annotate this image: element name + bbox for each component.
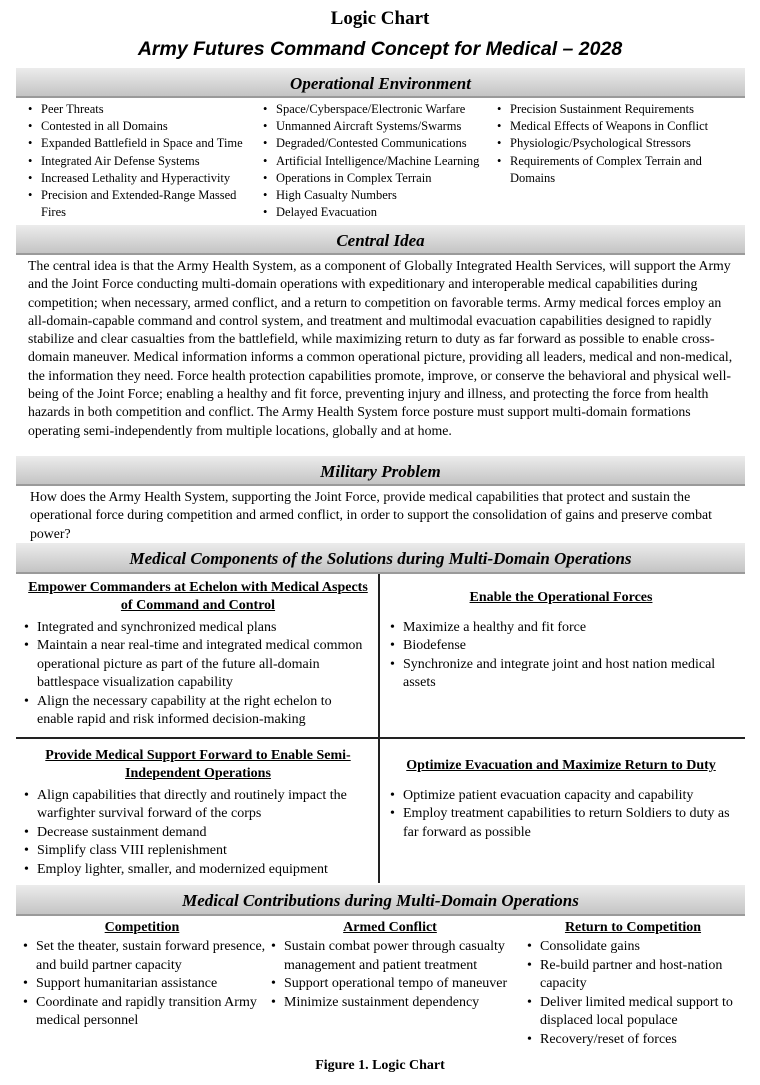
list-item: • Support humanitarian assistance bbox=[23, 975, 267, 994]
operational-environment-header: Operational Environment bbox=[16, 68, 745, 98]
list-item: • Minimize sustainment dependency bbox=[271, 994, 511, 1013]
list-item: • High Casualty Numbers bbox=[263, 187, 499, 204]
central-idea-header: Central Idea bbox=[16, 225, 745, 255]
quadrant-title-operational-forces: Enable the Operational Forces bbox=[469, 590, 653, 605]
list-item: • Support operational tempo of maneuver bbox=[271, 975, 511, 994]
list-item: • Medical Effects of Weapons in Conflict bbox=[497, 118, 741, 135]
list-item: • Recovery/reset of forces bbox=[527, 1031, 747, 1050]
list-item: • Physiologic/Psychological Stressors bbox=[497, 135, 741, 152]
list-item: • Contested in all Domains bbox=[28, 118, 260, 135]
quadrant-title-evacuation: Optimize Evacuation and Maximize Return to Duty bbox=[406, 758, 716, 773]
list-item: • Align capabilities that directly and routinely impact the warfighter survival forward of the corps bbox=[24, 787, 374, 824]
list-item: • Integrated Air Defense Systems bbox=[28, 153, 260, 170]
column-list-competition bbox=[23, 938, 267, 1031]
list-item: • Artificial Intelligence/Machine Learning bbox=[263, 153, 499, 170]
list-item: • Maximize a healthy and fit force bbox=[390, 619, 734, 637]
quadrant-list-command-control bbox=[24, 619, 370, 729]
military-problem-text: How does the Army Health System, supporting the Joint Force, provide medical capabilities that protect and sustain the operational force during competition and armed conflict, in order to support the consolidation of gains and preserve combat power? bbox=[30, 489, 712, 541]
quadrant-list-operational-forces bbox=[390, 619, 734, 693]
list-item: • Operations in Complex Terrain bbox=[263, 170, 499, 187]
quadrant-divider-vertical bbox=[378, 574, 380, 883]
page-subtitle: Army Futures Command Concept for Medical – 2028 bbox=[137, 38, 623, 60]
list-item: • Sustain combat power through casualty management and patient treatment bbox=[271, 938, 511, 975]
environment-column-3 bbox=[497, 101, 741, 187]
quadrant-list-evacuation bbox=[390, 787, 734, 842]
medical-components-header: Medical Components of the Solutions during Multi-Domain Operations bbox=[16, 543, 745, 574]
central-idea-text: The central idea is that the Army Health System, as a component of Globally Integrated Health Services, will support the Army and the Joint Force conducting multi-domain operations with expeditionary and interoperable medical capabilities during competition; when necessary, armed conflict, and a return to competition on favorable terms. Army medical forces employ an all-domain-capable command and control system, and treatment and multimodal evacuation capabilities designed to rapidly stabilize and clear casualties from the battlefield, while maximizing return to duty as far forward as possible to enable cross-domain maneuver. Medical information informs a common operational picture, providing all leaders, medical and non-medical, the information they need. Force health protection capabilities promote, improve, or conserve the behavioral and physical well-being of the Joint Force; enabling a healthy and fit force, preventing injury and illness, and protecting the force from health hazards in both competition and conflict. The Army Health System force posture must support multi-domain formations operating semi-independently from multiple locations, globally and at home. bbox=[28, 258, 733, 438]
list-item: • Degraded/Contested Communications bbox=[263, 135, 499, 152]
list-item: • Expanded Battlefield in Space and Time bbox=[28, 135, 260, 152]
list-item: • Increased Lethality and Hyperactivity bbox=[28, 170, 260, 187]
column-list-armed-conflict bbox=[271, 938, 511, 1012]
quadrant-list-medical-support-forward bbox=[24, 787, 374, 879]
list-item: • Precision and Extended-Range Massed Fires bbox=[28, 187, 260, 221]
list-item: • Optimize patient evacuation capacity and capability bbox=[390, 787, 734, 805]
list-item: • Biodefense bbox=[390, 637, 734, 655]
list-item: • Re-build partner and host-nation capacity bbox=[527, 957, 747, 994]
column-title-armed-conflict: Armed Conflict bbox=[343, 920, 437, 935]
list-item: • Set the theater, sustain forward presence, and build partner capacity bbox=[23, 938, 267, 975]
environment-column-2 bbox=[263, 101, 499, 221]
quadrant-title-medical-support-forward: Provide Medical Support Forward to Enable Semi-Independent Operations bbox=[45, 748, 351, 781]
list-item: • Delayed Evacuation bbox=[263, 204, 499, 221]
list-item: • Unmanned Aircraft Systems/Swarms bbox=[263, 118, 499, 135]
list-item: • Precision Sustainment Requirements bbox=[497, 101, 741, 118]
column-list-return-to-competition bbox=[527, 938, 747, 1050]
list-item: • Integrated and synchronized medical plans bbox=[24, 619, 370, 637]
list-item: • Employ treatment capabilities to return Soldiers to duty as far forward as possible bbox=[390, 805, 734, 842]
quadrant-divider-horizontal bbox=[16, 737, 745, 739]
quadrant-title-command-control: Empower Commanders at Echelon with Medical Aspects of Command and Control bbox=[28, 580, 368, 613]
list-item: • Decrease sustainment demand bbox=[24, 824, 374, 842]
list-item: • Maintain a near real-time and integrated medical common operational picture as part of the future all-domain battlespace visualization capability bbox=[24, 637, 370, 692]
list-item: • Simplify class VIII replenishment bbox=[24, 842, 374, 860]
list-item: • Coordinate and rapidly transition Army medical personnel bbox=[23, 994, 267, 1031]
list-item: • Space/Cyberspace/Electronic Warfare bbox=[263, 101, 499, 118]
list-item: • Peer Threats bbox=[28, 101, 260, 118]
environment-column-1 bbox=[28, 101, 260, 221]
column-title-return-to-competition: Return to Competition bbox=[564, 920, 702, 935]
list-item: • Deliver limited medical support to displaced local populace bbox=[527, 994, 747, 1031]
military-problem-header: Military Problem bbox=[16, 456, 745, 486]
figure-caption: Figure 1. Logic Chart bbox=[315, 1058, 445, 1073]
list-item: • Consolidate gains bbox=[527, 938, 747, 957]
list-item: • Align the necessary capability at the right echelon to enable rapid and risk informed decision-making bbox=[24, 693, 370, 730]
list-item: • Synchronize and integrate joint and host nation medical assets bbox=[390, 656, 734, 693]
medical-contributions-header: Medical Contributions during Multi-Domain Operations bbox=[16, 885, 745, 916]
list-item: • Requirements of Complex Terrain and Domains bbox=[497, 153, 741, 187]
page-title: Logic Chart bbox=[330, 8, 430, 29]
column-title-competition: Competition bbox=[104, 920, 180, 935]
list-item: • Employ lighter, smaller, and modernized equipment bbox=[24, 861, 374, 879]
